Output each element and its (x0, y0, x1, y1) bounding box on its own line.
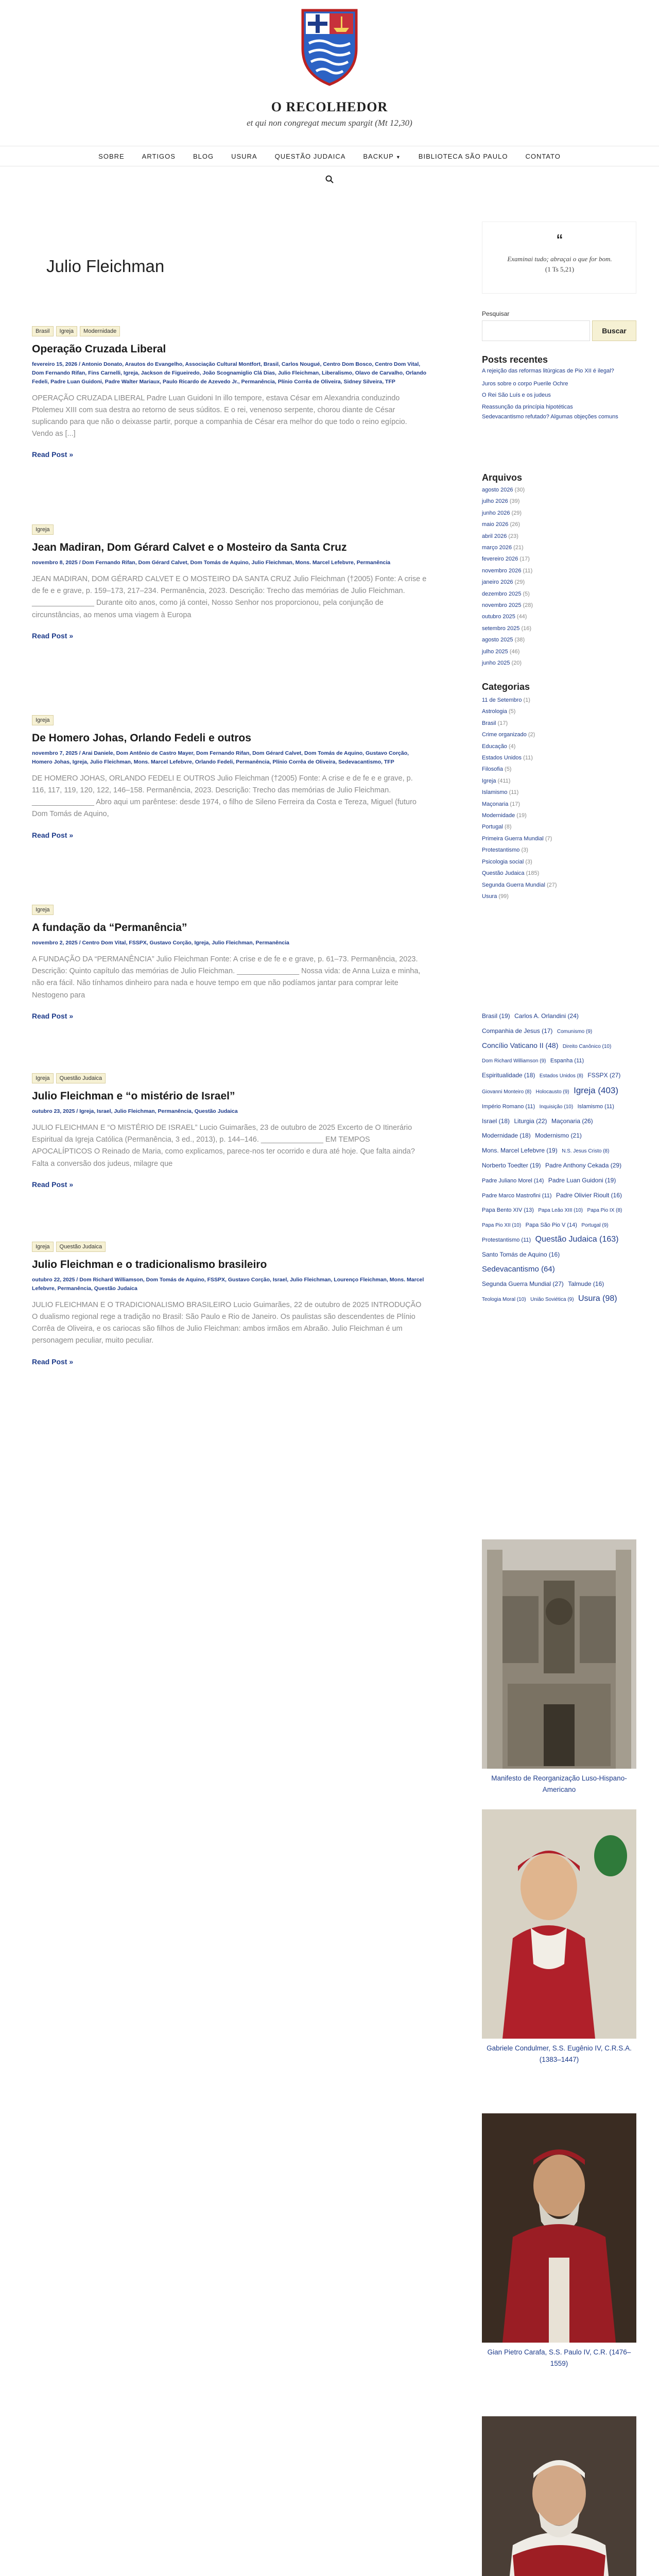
read-more-link[interactable]: Read Post » (32, 1011, 74, 1020)
archive-link-count: (17) (519, 556, 530, 563)
category-link[interactable] (482, 879, 557, 891)
tag-cloud-link[interactable]: Padre Luan Guidoni (19) (548, 1176, 616, 1184)
tag-cloud-link[interactable]: Inquisição (10) (539, 1104, 574, 1110)
tag-cloud-link[interactable]: Portugal (9) (581, 1223, 609, 1229)
category-link-label: Usura (482, 893, 497, 900)
category-link-label: Filosofia (482, 766, 503, 773)
tag-cloud-link[interactable]: Norberto Toedter (19) (482, 1161, 541, 1169)
category-link[interactable] (482, 799, 557, 810)
tag-cloud-link[interactable]: Sedevacantismo (64) (482, 1264, 555, 1274)
category-link-label: Maçonaria (482, 801, 509, 807)
recent-post-link[interactable]: A rejeição das reformas litúrgicas de Pio XII é ilegal? (482, 368, 614, 374)
post-excerpt: DE HOMERO JOHAS, ORLANDO FEDELI E OUTROS Julio Fleichman (†2005) Fonte: A crise e de fe e e grave, p. 116, 117, 119, 120, 122, 146–158. Permanência, 2023. Descrição: Trecho das memórias de Julio Fleichman. _______________ Abro aqui um parêntese: desde 1974, o filho de Sileno Ferreira da Costa e Tereza, Miguel (futuro Dom Tomás de Aquino, (32, 774, 417, 819)
category-link-label: Brasil (482, 720, 496, 726)
tag-link[interactable]: Igreja (32, 524, 54, 535)
categories-list (482, 694, 557, 902)
category-link-label: Estados Unidos (482, 755, 522, 761)
category-link-count: (1) (523, 697, 530, 703)
archive-link-count: (28) (523, 602, 533, 609)
recent-post-link[interactable]: Reassunção da princípia hipotéticas (482, 403, 573, 410)
tag-cloud-link[interactable]: Segunda Guerra Mundial (27) (482, 1280, 564, 1288)
archive-link-count: (29) (511, 510, 522, 516)
archive-link[interactable] (482, 577, 533, 588)
archive-link[interactable] (482, 565, 533, 577)
tag-cloud-link[interactable]: N.S. Jesus Cristo (8) (562, 1148, 610, 1155)
category-link-count: (5) (505, 766, 512, 773)
tag-cloud-link[interactable]: Liturgia (22) (514, 1117, 547, 1125)
tag-link[interactable]: Igreja (32, 1242, 54, 1252)
category-link[interactable] (482, 821, 557, 833)
archive-link[interactable] (482, 507, 533, 519)
category-link[interactable] (482, 752, 557, 764)
post-tags (32, 715, 428, 725)
category-link[interactable] (482, 833, 557, 844)
archive-link-count: (30) (514, 487, 525, 493)
nav-item-backup[interactable] (354, 152, 409, 160)
tag-cloud-link[interactable]: Concílio Vaticano II (48) (482, 1041, 559, 1049)
site-title[interactable]: O RECOLHEDOR (271, 99, 388, 114)
pope-portrait-image (482, 2113, 636, 2343)
chevron-down-icon: ▼ (395, 154, 401, 160)
category-link-count: (3) (521, 847, 528, 854)
category-link-count: (4) (509, 743, 516, 750)
recent-posts-list (482, 367, 636, 421)
tag-cloud-link[interactable]: Islamismo (11) (577, 1103, 614, 1110)
category-link-count: (11) (509, 789, 519, 796)
post-tags (32, 326, 428, 336)
tag-cloud-link[interactable]: Espiritualidade (18) (482, 1072, 535, 1079)
category-link-label: Segunda Guerra Mundial (482, 882, 545, 888)
tag-cloud-link[interactable]: Usura (98) (578, 1294, 617, 1303)
tag-cloud-link[interactable]: Império Romano (11) (482, 1103, 535, 1110)
tag-cloud-link[interactable]: Padre Marco Mastrofini (11) (482, 1192, 552, 1199)
figure-caption: Manifesto de Reorganização Luso-Hispano-Americano (491, 1774, 627, 1793)
archive-link[interactable] (482, 531, 533, 542)
post-card (32, 1073, 428, 1189)
archive-link[interactable] (482, 588, 533, 600)
post-title[interactable]: Operação Cruzada Liberal (32, 343, 166, 355)
category-link-label: Protestantismo (482, 847, 520, 854)
archive-link[interactable] (482, 519, 533, 530)
tag-cloud-link[interactable]: Giovanni Monteiro (8) (482, 1089, 532, 1095)
recent-post-link[interactable]: Sedevacantismo refutado? Algumas objeções comuns (482, 414, 618, 420)
post-title[interactable]: De Homero Johas, Orlando Fedeli e outros (32, 732, 251, 744)
post-meta[interactable]: novembro 8, 2025 / Dom Fernando Rifan, Dom Gérard Calvet, Dom Tomás de Aquino, Julio Fleichman, Mons. Marcel Lefebvre, Permanência (32, 560, 391, 566)
site-header (0, 0, 659, 196)
category-link-label: Islamismo (482, 789, 508, 796)
quote-text: Examinai tudo; abraçai o que for bom. (507, 255, 612, 263)
nav-item-artigos[interactable]: ARTIGOS (142, 152, 176, 160)
post-card (32, 905, 428, 1020)
read-more-link[interactable]: Read Post » (32, 831, 74, 839)
post-tags (32, 1073, 428, 1083)
archive-link-count: (39) (509, 498, 520, 505)
archive-link-count: (21) (513, 545, 524, 551)
post-card (32, 1242, 428, 1366)
figure-caption: Gian Pietro Carafa, S.S. Paulo IV, C.R. (1476–1559) (487, 2348, 631, 2367)
archives-title: Arquivos (482, 472, 523, 483)
archives-list (482, 484, 533, 669)
tag-cloud-link[interactable]: Direito Canônico (10) (562, 1043, 612, 1049)
archive-link-label: maio 2026 (482, 521, 509, 528)
archive-link-count: (16) (521, 625, 532, 632)
tag-cloud-link[interactable]: Holocausto (9) (535, 1089, 569, 1095)
archive-link-count: (5) (523, 590, 530, 597)
tag-cloud (482, 1009, 636, 1307)
category-link[interactable] (482, 775, 557, 787)
quote-widget (482, 222, 636, 294)
tag-cloud-link[interactable]: Padre Anthony Cekada (29) (545, 1161, 622, 1169)
category-link-label: Crime organizado (482, 732, 527, 738)
category-link[interactable] (482, 729, 557, 740)
page-title: Julio Fleichman (46, 257, 165, 276)
sidebar-figure[interactable] (482, 1539, 636, 1795)
archive-link-count: (20) (511, 660, 522, 667)
post-title[interactable]: Jean Madiran, Dom Gérard Calvet e o Mosteiro da Santa Cruz (32, 541, 347, 553)
tag-cloud-link[interactable]: Espanha (11) (550, 1058, 584, 1064)
post-card (32, 715, 428, 839)
archive-link-label: setembro 2025 (482, 625, 520, 632)
quote-mark-icon: “ (556, 231, 563, 247)
archive-link[interactable] (482, 634, 533, 646)
recent-post-link[interactable]: O Rei São Luís e os judeus (482, 392, 551, 399)
tag-cloud-link[interactable]: Estados Unidos (8) (539, 1073, 583, 1079)
search-button[interactable]: Buscar (592, 320, 636, 341)
category-link-count: (99) (498, 893, 509, 900)
category-link[interactable] (482, 844, 557, 856)
post-excerpt: A FUNDAÇÃO DA “PERMANÊNCIA” Julio Fleichman Fonte: A crise e de fe e e grave, p. 61–73. Permanência, 2023. Descrição: Quinto capítulo das memórias de Julio Fleichman. _______________ Nossa vida: de Anna Luiza e minha, não era fácil. Não tínhamos dinheiro para nada e houve tempo em que não podíamos jantar para comprar leite Nestogeno para (32, 955, 421, 999)
site-tagline: et qui non congregat mecum spargit (Mt 12,30) (247, 118, 412, 128)
category-link-count: (5) (508, 708, 516, 715)
archive-link[interactable] (482, 484, 533, 496)
nav-item-blog[interactable]: BLOG (193, 152, 214, 160)
pope-portrait-image (482, 1809, 636, 2039)
post-excerpt: JULIO FLEICHMAN E “O MISTÉRIO DE ISRAEL” Lucio Guimarães, 23 de outubro de 2025 Excerto de O Itinerário Espiritual da Igreja Católica (Permanência, 3 ed., 2013), p. 144–146. _______________ EM TEMPOS APOCALÍPTICOS O Reinado de Maria, como explicamos, parece-nos ter ocorrido e dura até hoje. Que falta ainda? Falta a conversão dos judeus, milagre que (32, 1124, 415, 1168)
archive-link[interactable] (482, 623, 533, 634)
category-link-count: (27) (546, 882, 557, 888)
category-link[interactable] (482, 787, 557, 798)
category-link-count: (17) (497, 720, 508, 726)
tag-link[interactable]: Brasil (32, 326, 54, 336)
archive-link-count: (23) (508, 533, 518, 539)
archive-link[interactable] (482, 553, 533, 565)
archive-link-label: junho 2026 (482, 510, 510, 516)
sidebar-figure[interactable] (482, 2416, 636, 2576)
archive-link-label: julho 2026 (482, 498, 508, 505)
nav-item-backup-label: BACKUP (363, 152, 394, 160)
post-tags (32, 524, 428, 535)
category-link[interactable] (482, 718, 557, 729)
archive-link-count: (44) (516, 614, 527, 620)
archive-link-label: fevereiro 2026 (482, 556, 518, 563)
tag-cloud-link[interactable]: Modernidade (18) (482, 1132, 531, 1140)
category-link-count: (19) (516, 812, 527, 819)
category-link-label: Igreja (482, 777, 496, 784)
category-link-count: (7) (545, 835, 552, 842)
tag-cloud-link[interactable]: Padre Olivier Rioult (16) (556, 1191, 622, 1199)
post-meta[interactable]: novembro 2, 2025 / Centro Dom Vital, FSSPX, Gustavo Corção, Igreja, Julio Fleichman, Permanência (32, 940, 289, 946)
tag-cloud-link[interactable]: Comunismo (9) (557, 1028, 593, 1035)
tag-cloud-link[interactable]: Maçonaria (26) (551, 1117, 593, 1125)
post-card (32, 524, 428, 640)
coat-of-arms-logo[interactable] (299, 7, 360, 87)
archive-link-label: junho 2025 (482, 660, 510, 667)
search-icon[interactable] (325, 175, 334, 183)
archive-link-label: agosto 2026 (482, 487, 513, 493)
category-link-count: (2) (528, 732, 535, 738)
post-meta[interactable]: outubro 22, 2025 / Dom Richard Williamson, Dom Tomás de Aquino, FSSPX, Gustavo Corção, Israel, Julio Fleichman, Lourenço Fleichman, Mons. Marcel Lefebvre, Permanência, Questão Judaica (32, 1277, 424, 1292)
category-link-count: (11) (523, 755, 533, 761)
read-more-link[interactable]: Read Post » (32, 450, 74, 459)
post-excerpt: JULIO FLEICHMAN E O TRADICIONALISMO BRASILEIRO Lucio Guimarães, 22 de outubro de 2025 INTRODUÇÃO O dualismo regional rege a tradição no Brasil: São Paulo e Rio de Janeiro. Os paulistas são descendentes de Plínio Corrêa de Oliveira, e os cariocas são filhos de Julio Fleichman: ambos irmãos em Abraão. Julio Fleichman é um personagem peculiar, muito peculiar. (32, 1300, 422, 1345)
category-link[interactable] (482, 810, 557, 821)
category-link[interactable] (482, 694, 557, 706)
archive-link-count: (26) (510, 521, 520, 528)
archive-link-label: outubro 2025 (482, 614, 515, 620)
tag-cloud-link[interactable]: Brasil (19) (482, 1012, 510, 1020)
pope-portrait-image (482, 2416, 636, 2576)
category-link-label: Portugal (482, 824, 503, 831)
post-card (32, 326, 428, 459)
tag-link[interactable]: Igreja (32, 905, 54, 915)
post-tags (32, 905, 428, 915)
category-link[interactable] (482, 741, 557, 752)
archive-link-label: abril 2026 (482, 533, 507, 539)
tag-cloud-link[interactable]: Companhia de Jesus (17) (482, 1027, 553, 1035)
archive-link-label: agosto 2025 (482, 637, 513, 643)
category-link[interactable] (482, 856, 557, 868)
main-nav (0, 146, 659, 166)
tag-cloud-link[interactable]: Questão Judaica (163) (535, 1234, 619, 1244)
tag-cloud-link[interactable]: Dom Richard Williamson (9) (482, 1058, 546, 1064)
tag-cloud-link[interactable]: Igreja (403) (574, 1085, 619, 1095)
tag-cloud-link[interactable]: Papa Leão XIII (10) (538, 1208, 583, 1214)
category-link-count: (185) (526, 870, 540, 877)
tag-link[interactable]: Igreja (32, 1073, 54, 1083)
archive-link-count: (46) (509, 648, 520, 655)
archive-link[interactable] (482, 646, 533, 657)
category-link-label: Psicologia social (482, 858, 524, 865)
category-link[interactable] (482, 706, 557, 717)
tag-cloud-link[interactable]: Talmude (16) (568, 1280, 604, 1288)
post-tags (32, 1242, 428, 1252)
nav-item-biblioteca[interactable]: BIBLIOTECA SÃO PAULO (418, 152, 508, 160)
post-excerpt: OPERAÇÃO CRUZADA LIBERAL Padre Luan Guidoni In illo tempore, estava César em Alexandria conduzindo Ptolemeu XIII com sua destra ao retorno de seus súditos. E o rei, venenoso serpente, chorou diante de César suplicando para que não o deixasse partir, porque a companhia de César era melhor do que todo o reino egípcio. Vendo as [...] (32, 394, 407, 438)
tag-cloud-link[interactable]: Carlos A. Orlandini (24) (514, 1012, 579, 1020)
tag-link[interactable]: Modernidade (80, 326, 120, 336)
category-link-label: 11 de Setembro (482, 697, 522, 703)
archive-link-label: dezembro 2025 (482, 590, 522, 597)
recent-post-link[interactable]: Juros sobre o corpo Puerile Ochre (482, 381, 568, 387)
archive-link-count: (11) (523, 567, 533, 574)
category-link[interactable] (482, 764, 557, 775)
post-meta[interactable]: novembro 7, 2025 / Arai Daniele, Dom Antônio de Castro Mayer, Dom Fernando Rifan, Dom Gérard Calvet, Dom Tomás de Aquino, Gustavo Corção, Homero Johas, Igreja, Julio Fleichman, Mons. Marcel Lefebvre, Orlando Fedeli, Permanência, Plínio Corrêa de Oliveira, Sedevacantismo, TFP (32, 750, 409, 766)
read-more-link[interactable]: Read Post » (32, 1357, 74, 1366)
sidebar-figure[interactable] (482, 1809, 636, 2065)
archive-link[interactable] (482, 542, 533, 553)
archive-link[interactable] (482, 600, 533, 611)
sidebar-figure[interactable] (482, 2113, 636, 2369)
categories-title: Categorias (482, 682, 530, 692)
tag-cloud-link[interactable]: Protestantismo (11) (482, 1236, 531, 1243)
tag-link[interactable]: Questão Judaica (56, 1073, 106, 1083)
archive-link-count: (38) (514, 637, 525, 643)
read-more-link[interactable]: Read Post » (32, 1180, 74, 1189)
figure-caption: Gabriele Condulmer, S.S. Eugênio IV, C.R.S.A. (1383–1447) (487, 2044, 632, 2063)
archive-link-count: (29) (514, 579, 525, 586)
nav-item-contato[interactable]: CONTATO (525, 152, 561, 160)
tag-cloud-link[interactable]: Papa Pio IX (8) (587, 1208, 622, 1214)
archive-link-label: novembro 2026 (482, 567, 522, 574)
archive-link-label: novembro 2025 (482, 602, 522, 609)
tag-cloud-link[interactable]: Padre Juliano Morel (14) (482, 1177, 544, 1184)
tag-cloud-link[interactable]: Modernismo (21) (535, 1132, 582, 1140)
category-link-count: (3) (525, 858, 532, 865)
post-meta[interactable]: fevereiro 15, 2026 / Antonio Donato, Arautos do Evangelho, Associação Cultural Montfort, Brasil, Carlos Nougué, Centro Dom Bosco, Centro Dom Vital, Dom Fernando Rifan, Fins Carnelli, Igreja, Jackson de Figueiredo, João Scognamiglio Clá Dias, Julio Fleichman, Liberalismo, Olavo de Carvalho, Orlando Fedeli, Padre Luan Guidoni, Padre Walter Mariaux, Paulo Ricardo de Azevedo Jr., Permanência, Plínio Corrêa de Oliveira, Sidney Silveira, TFP (32, 361, 427, 385)
tag-cloud-link[interactable]: FSSPX (27) (587, 1072, 621, 1079)
post-title[interactable]: A fundação da “Permanência” (32, 922, 187, 934)
category-link-label: Primeira Guerra Mundial (482, 835, 544, 842)
tag-cloud-link[interactable]: Papa Bento XIV (13) (482, 1207, 534, 1214)
tag-link[interactable]: Questão Judaica (56, 1242, 106, 1252)
category-link-label: Questão Judaica (482, 870, 525, 877)
archive-link-label: março 2026 (482, 545, 512, 551)
nav-item-usura[interactable]: USURA (231, 152, 257, 160)
archive-link-label: janeiro 2026 (482, 579, 513, 586)
category-link-count: (411) (497, 777, 511, 784)
tag-cloud-link[interactable]: Santo Tomás de Aquino (16) (482, 1250, 560, 1258)
post-meta[interactable]: outubro 23, 2025 / Igreja, Israel, Julio Fleichman, Permanência, Questão Judaica (32, 1108, 238, 1115)
search-input[interactable] (482, 320, 590, 341)
quote-reference: (1 Ts 5,21) (545, 265, 575, 273)
archive-link[interactable] (482, 611, 533, 622)
category-link-count: (8) (505, 824, 512, 831)
tag-cloud-link[interactable]: Papa São Pio V (14) (525, 1222, 577, 1229)
post-excerpt: JEAN MADIRAN, DOM GÉRARD CALVET E O MOSTEIRO DA SANTA CRUZ Julio Fleichman (†2005) Fonte: A crise e de fe e e grave, p. 159–173, 217–234. Permanência, 2023. Descrição: Trecho das memórias de Julio Fleichman. _______________ Durante oito anos, como já contei, Nosso Senhor nos proporcionou, pela conjunção de circunstâncias, ao menos uma viagem à Europa (32, 575, 427, 619)
tag-cloud-link[interactable]: Israel (18) (482, 1117, 510, 1125)
recent-posts-title: Posts recentes (482, 354, 548, 365)
archive-link[interactable] (482, 496, 533, 507)
cathedral-facade-image (482, 1539, 636, 1769)
archive-link-label: julho 2025 (482, 648, 508, 655)
tag-cloud-link[interactable]: Papa Pio XII (10) (482, 1223, 522, 1229)
post-title[interactable]: Julio Fleichman e o tradicionalismo brasileiro (32, 1259, 267, 1270)
tag-cloud-link[interactable]: Mons. Marcel Lefebvre (19) (482, 1147, 558, 1155)
tag-cloud-link[interactable]: Teologia Moral (10) (482, 1297, 526, 1303)
tag-link[interactable]: Igreja (32, 715, 54, 725)
category-link[interactable] (482, 891, 557, 902)
category-link-label: Modernidade (482, 812, 515, 819)
nav-item-questao-judaica[interactable]: QUESTÃO JUDAICA (274, 152, 346, 160)
category-link-count: (17) (510, 801, 520, 807)
category-link[interactable] (482, 868, 557, 879)
post-title[interactable]: Julio Fleichman e “o mistério de Israel” (32, 1090, 235, 1102)
nav-item-sobre[interactable]: SOBRE (98, 152, 125, 160)
read-more-link[interactable]: Read Post » (32, 631, 74, 640)
search-label: Pesquisar (482, 310, 510, 317)
archive-link[interactable] (482, 657, 533, 669)
category-link-label: Astrologia (482, 708, 507, 715)
category-link-label: Educação (482, 743, 507, 750)
tag-cloud-link[interactable]: União Soviética (9) (530, 1297, 574, 1303)
tag-link[interactable]: Igreja (56, 326, 78, 336)
